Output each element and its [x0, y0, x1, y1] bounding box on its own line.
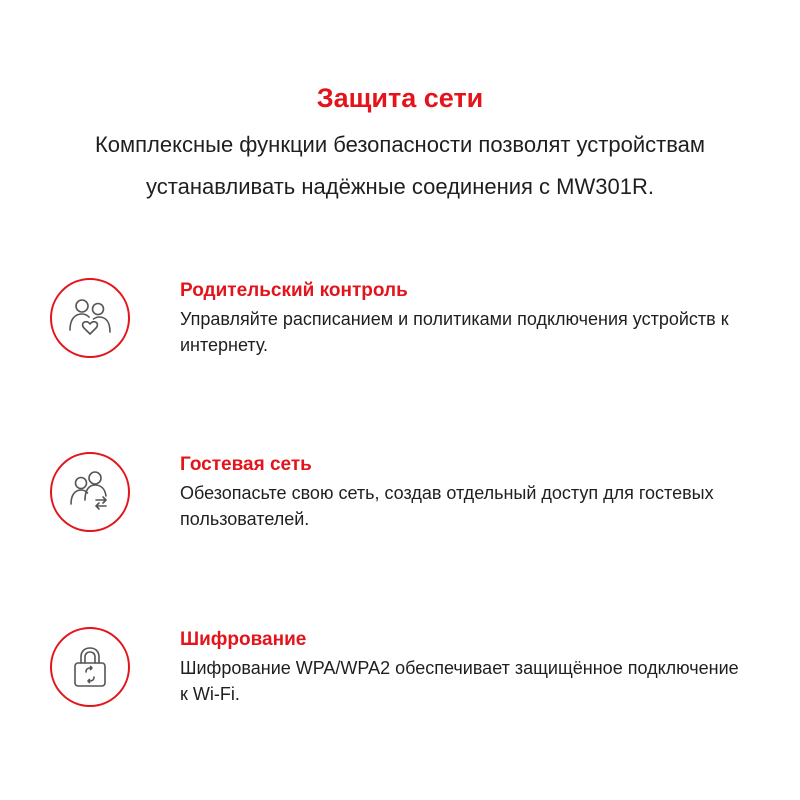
guest-network-icon	[50, 452, 130, 532]
header	[0, 80, 800, 208]
feature-title: Шифрование	[180, 629, 307, 650]
feature-title: Гостевая сеть	[180, 454, 312, 475]
page-title: Защита сети	[316, 83, 484, 113]
parental-control-icon	[50, 278, 130, 358]
feature-description: Шифрование WPA/WPA2 обеспечивает защищённое подключение к Wi-Fi.	[180, 658, 739, 704]
feature-description: Обезопасьте свою сеть, создав отдельный доступ для гостевых пользователей.	[180, 483, 714, 529]
page-subtitle: Комплексные функции безопасности позволят устройствам устанавливать надёжные соединения с MW301R.	[94, 132, 706, 199]
feature-guest-network	[50, 452, 750, 542]
feature-description: Управляйте расписанием и политиками подключения устройств к интернету.	[180, 309, 729, 355]
encryption-lock-icon	[50, 627, 130, 707]
feature-encryption	[50, 627, 750, 717]
feature-parental-control	[50, 278, 750, 368]
feature-title: Родительский контроль	[180, 280, 408, 301]
